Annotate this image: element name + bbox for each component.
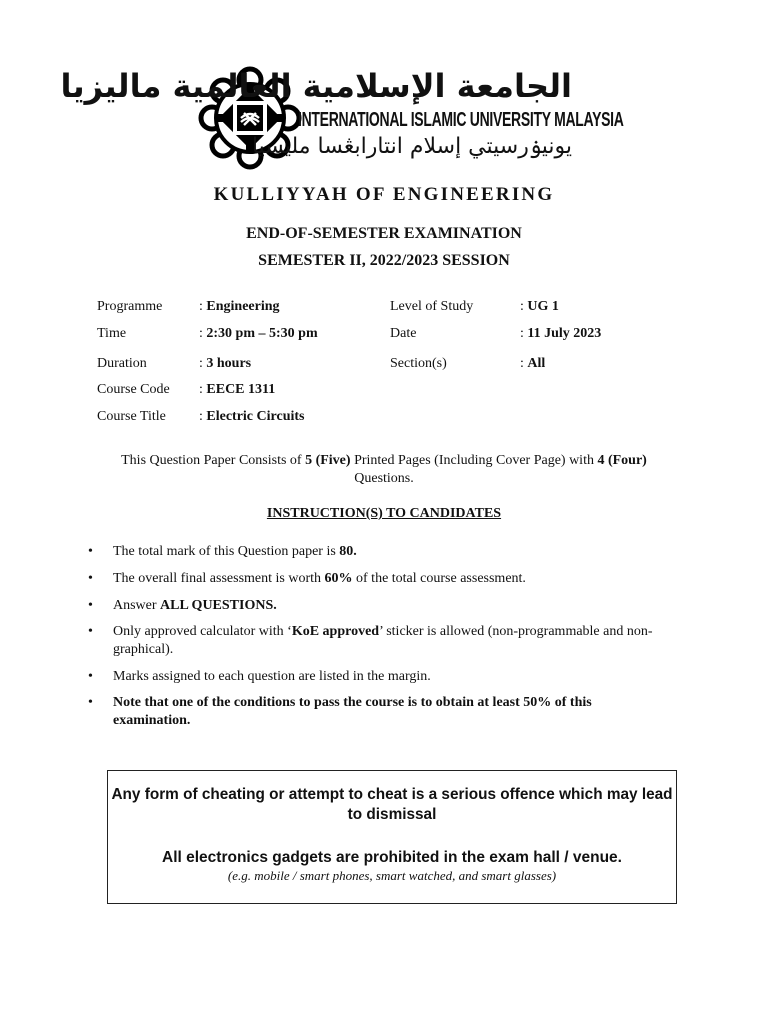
programme-value: : Engineering <box>199 299 280 314</box>
gadgets-warning: All electronics gadgets are prohibited in the exam hall / venue. <box>162 849 622 866</box>
university-name-english: INTERNATIONAL ISLAMIC UNIVERSITY MALAYSIA <box>298 107 624 131</box>
university-name-arabic: الجامعة الإسلامية العالمية ماليزيا <box>60 67 572 105</box>
cheating-warning: Any form of cheating or attempt to cheat is a serious offence which may lead to dismissal <box>111 786 673 823</box>
level-label: Level of Study <box>390 299 474 314</box>
course-code-value: : EECE 1311 <box>199 382 276 397</box>
course-title-value: : Electric Circuits <box>199 409 305 424</box>
date-label: Date <box>390 326 417 341</box>
course-code-label: Course Code <box>97 382 170 397</box>
bullet-icon: • <box>88 624 93 639</box>
faculty-title: KULLIYYAH OF ENGINEERING <box>213 184 555 205</box>
course-title-label: Course Title <box>97 409 166 424</box>
sections-value: : All <box>520 356 546 371</box>
date-value: : 11 July 2023 <box>520 326 602 341</box>
gadgets-examples: (e.g. mobile / smart phones, smart watched, and smart glasses) <box>227 868 557 883</box>
paper-consists-note: This Question Paper Consists of 5 (Five) Printed Pages (Including Cover Page) with 4 (Four) Questions. <box>121 453 647 486</box>
cheating-warning-box <box>107 770 677 904</box>
sections-label: Section(s) <box>390 356 447 371</box>
programme-label: Programme <box>97 299 163 314</box>
duration-value: : 3 hours <box>199 356 252 371</box>
bullet-icon: • <box>88 695 93 710</box>
university-logo <box>60 66 624 170</box>
exam-title: END-OF-SEMESTER EXAMINATION <box>246 225 522 242</box>
bullet-icon: • <box>88 669 93 684</box>
instruction-pass-condition: Note that one of the conditions to pass the course is to obtain at least 50% of this examination. <box>113 695 592 728</box>
bullet-icon: • <box>88 571 93 586</box>
instruction-calculator: Only approved calculator with ‘KoE approved’ sticker is allowed (non-programmable and non-graphical). <box>113 624 653 657</box>
bullet-icon: • <box>88 544 93 559</box>
duration-label: Duration <box>97 356 147 371</box>
instruction-answer-all: Answer ALL QUESTIONS. <box>113 598 277 613</box>
session-title: SEMESTER II, 2022/2023 SESSION <box>258 252 510 269</box>
instruction-assessment-weight: The overall final assessment is worth 60% of the total course assessment. <box>113 571 526 586</box>
bullet-icon: • <box>88 598 93 613</box>
instructions-heading: INSTRUCTION(S) TO CANDIDATES <box>266 506 502 521</box>
instruction-marks-margin: Marks assigned to each question are listed in the margin. <box>113 669 431 684</box>
time-label: Time <box>97 326 127 341</box>
university-name-jawi: يونيۏرسيتي إسلام انتارابڠسا مليسيا <box>251 134 572 159</box>
level-value: : UG 1 <box>520 299 559 314</box>
instruction-total-mark: The total mark of this Question paper is 80. <box>113 544 357 559</box>
time-value: : 2:30 pm – 5:30 pm <box>199 326 318 341</box>
